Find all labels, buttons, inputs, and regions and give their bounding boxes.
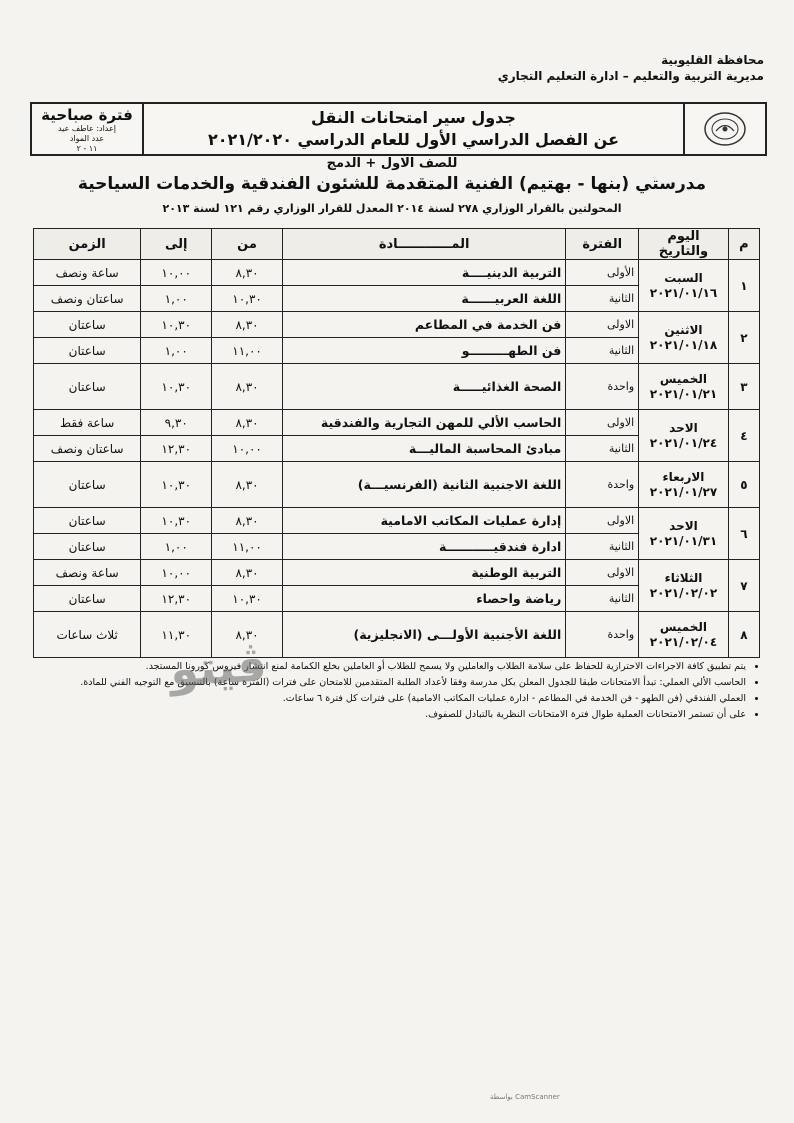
exam-schedule-table (33, 228, 760, 658)
to-cell: ١١,٣٠ (141, 612, 212, 658)
duration-cell: ساعة ونصف (34, 260, 141, 286)
period-cell: الاولى (566, 312, 639, 338)
row-number: ٣ (728, 364, 759, 410)
subject-cell: مبادئ المحاسبة الماليـــة (282, 436, 565, 462)
subject-cell: فن الطهـــــــــو (282, 338, 565, 364)
administration-header (444, 52, 764, 84)
title-line-2: عن الفصل الدراسي الأول للعام الدراسي ٢٠٢١/٢٠٢٠ (207, 130, 619, 149)
table-row (34, 312, 760, 338)
day-date-cell (639, 508, 729, 560)
subject-cell: التربية الوطنية (282, 560, 565, 586)
notes-section (30, 660, 760, 724)
header-subject: المــــــــــــادة (282, 229, 565, 260)
from-cell: ١٠,٠٠ (212, 436, 283, 462)
date-label: ٢٠٢١/٠١/١٨ (649, 337, 718, 352)
from-cell: ١٠,٣٠ (212, 586, 283, 612)
exam-title (144, 104, 683, 154)
subject-cell: اللغة الأجنبية الأولـــى (الانجليزية) (282, 612, 565, 658)
table-row (34, 260, 760, 286)
ministry-seal-icon (702, 110, 748, 148)
to-cell: ٩,٣٠ (141, 410, 212, 436)
prepared-by: إعداد: عاطف عيد (57, 124, 116, 133)
note-item: • الحاسب الألي العملي: تبدأ الامتحانات طبقا للجدول المعلن بكل مدرسة وفقا لأعداد الطلبة المتقدمين للامتحان على فترات (الفترة ساعة) بالتنسيق مع التوجيه الفني للمادة. (30, 676, 746, 690)
duration-cell: ساعتان (34, 534, 141, 560)
day-label: الاثنين (664, 322, 703, 337)
period-cell: واحدة (566, 612, 639, 658)
date-label: ٢٠٢١/٠١/٣١ (649, 533, 718, 548)
day-label: الاحد (669, 518, 698, 533)
subjects-count-label: عدد المواد (69, 134, 105, 143)
duration-cell: ساعتان (34, 508, 141, 534)
day-label: الثلاثاء (664, 570, 703, 585)
table-row (34, 364, 760, 410)
day-date-cell (639, 612, 729, 658)
from-cell: ٨,٣٠ (212, 364, 283, 410)
duration-cell: ساعتان (34, 586, 141, 612)
to-cell: ١٠,٠٠ (141, 260, 212, 286)
to-cell: ١,٠٠ (141, 286, 212, 312)
subject-cell: الصحة الغذائيـــــة (282, 364, 565, 410)
to-cell: ١,٠٠ (141, 338, 212, 364)
duration-cell: ثلاث ساعات (34, 612, 141, 658)
duration-cell: ساعتان (34, 312, 141, 338)
governorate-label: محافظة القليوبية (661, 53, 764, 67)
to-cell: ١٢,٣٠ (141, 586, 212, 612)
to-cell: ١٠,٣٠ (141, 312, 212, 338)
duration-cell: ساعة فقط (34, 410, 141, 436)
subject-cell: إدارة عمليات المكاتب الامامية (282, 508, 565, 534)
duration-cell: ساعتان (34, 338, 141, 364)
day-label: الاربعاء (662, 469, 705, 484)
day-label: الاحد (669, 420, 698, 435)
row-number: ٦ (728, 508, 759, 560)
day-label: السبت (664, 270, 703, 285)
day-date-cell (639, 462, 729, 508)
scanner-footer: CamScanner بواسطة (490, 1093, 560, 1101)
row-number: ٥ (728, 462, 759, 508)
header-from: من (212, 229, 283, 260)
row-number: ٨ (728, 612, 759, 658)
subject-cell: ادارة فندقيـــــــــــة (282, 534, 565, 560)
note-item: • يتم تطبيق كافة الاجراءات الاحترازية للحفاظ على سلامة الطلاب والعاملين ولا يسمح للطلاب أو العاملين بخلع الكمامة لمنع انتشار فيروس كورونا المستجد. (30, 660, 746, 674)
period-cell: الثانية (566, 534, 639, 560)
subject-cell: التربية الدينيــــة (282, 260, 565, 286)
header-period: الفترة (566, 229, 639, 260)
to-cell: ١,٠٠ (141, 534, 212, 560)
day-date-cell (639, 560, 729, 612)
to-cell: ١٠,٣٠ (141, 462, 212, 508)
from-cell: ١١,٠٠ (212, 338, 283, 364)
table-row (34, 410, 760, 436)
from-cell: ٨,٣٠ (212, 462, 283, 508)
note-item: • العملي الفندقي (فن الطهو - فن الخدمة في المطاعم - ادارة عمليات المكاتب الامامية) على فترات كل فترة ٦ ساعات. (30, 692, 746, 706)
day-date-cell (639, 260, 729, 312)
row-number: ٢ (728, 312, 759, 364)
period-cell: الأولى (566, 260, 639, 286)
day-date-cell (639, 312, 729, 364)
subject-cell: فن الخدمة في المطاعم (282, 312, 565, 338)
period-cell: الثانية (566, 338, 639, 364)
day-label: الخميس (659, 619, 708, 634)
period-cell: واحدة (566, 364, 639, 410)
grade-label: للصف الاول + الدمج (326, 156, 458, 171)
from-cell: ٨,٣٠ (212, 260, 283, 286)
subject-cell: الحاسب الألي للمهن التجارية والفندقية (282, 410, 565, 436)
from-cell: ٨,٣٠ (212, 560, 283, 586)
date-label: ٢٠٢١/٠١/٢٧ (649, 484, 718, 499)
period-cell: الثانية (566, 586, 639, 612)
duration-cell: ساعتان (34, 462, 141, 508)
from-cell: ٨,٣٠ (212, 612, 283, 658)
period-cell: الاولى (566, 410, 639, 436)
school-name: مدرستي (بنها - بهتيم) الفنية المتقدمة للشئون الفندقية والخدمات السياحية (77, 174, 707, 194)
duration-cell: ساعة ونصف (34, 560, 141, 586)
title-line-1: جدول سير امتحانات النقل (311, 108, 516, 127)
day-date-cell (639, 410, 729, 462)
subject-cell: اللغة العربيــــــة (282, 286, 565, 312)
from-cell: ٨,٣٠ (212, 410, 283, 436)
period-label: فترة صباحية (41, 106, 133, 124)
period-cell: الثانية (566, 286, 639, 312)
note-item: • على أن تستمر الامتحانات العملية طوال فترة الامتحانات النظرية بالتبادل للصفوف. (30, 708, 746, 722)
header-num: م (728, 229, 759, 260)
duration-cell: ساعتان ونصف (34, 286, 141, 312)
to-cell: ١٠,٣٠ (141, 508, 212, 534)
period-cell: واحدة (566, 462, 639, 508)
seal-cell (683, 104, 765, 154)
to-cell: ١٢,٣٠ (141, 436, 212, 462)
from-cell: ٨,٣٠ (212, 312, 283, 338)
day-date-cell (639, 364, 729, 410)
day-label: الخميس (659, 371, 708, 386)
duration-cell: ساعتان ونصف (34, 436, 141, 462)
period-cell: الاولى (566, 508, 639, 534)
title-box (30, 102, 767, 156)
table-row (34, 560, 760, 586)
period-cell (32, 104, 144, 154)
table-header-row (34, 229, 760, 260)
date-label: ٢٠٢١/٠١/١٦ (649, 285, 718, 300)
subjects-count-value: ١١ - ٢ (76, 144, 98, 153)
header-day: اليوم والتاريخ (639, 229, 729, 260)
table-row (34, 508, 760, 534)
row-number: ١ (728, 260, 759, 312)
table-row (34, 462, 760, 508)
from-cell: ١٠,٣٠ (212, 286, 283, 312)
to-cell: ١٠,٠٠ (141, 560, 212, 586)
decree-note: المحولتين بالقرار الوزاري ٢٧٨ لسنة ٢٠١٤ المعدل للقرار الوزاري رقم ١٢١ لسنة ٢٠١٣ (162, 202, 622, 215)
from-cell: ١١,٠٠ (212, 534, 283, 560)
header-duration: الزمن (34, 229, 141, 260)
row-number: ٤ (728, 410, 759, 462)
period-cell: الاولى (566, 560, 639, 586)
watermark-logo: ڤيتو (168, 637, 268, 697)
date-label: ٢٠٢١/٠١/٢٤ (649, 435, 718, 450)
subject-cell: رياضة واحصاء (282, 586, 565, 612)
to-cell: ١٠,٣٠ (141, 364, 212, 410)
subject-cell: اللغة الاجنبية الثانية (الفرنسيـــة) (282, 462, 565, 508)
header-to: إلى (141, 229, 212, 260)
period-cell: الثانية (566, 436, 639, 462)
table-row (34, 612, 760, 658)
date-label: ٢٠٢١/٠٢/٠٢ (649, 585, 718, 600)
date-label: ٢٠٢١/٠١/٢١ (649, 386, 718, 401)
row-number: ٧ (728, 560, 759, 612)
directorate-label: مديرية التربية والتعليم – ادارة التعليم التجاري (497, 69, 764, 83)
duration-cell: ساعتان (34, 364, 141, 410)
from-cell: ٨,٣٠ (212, 508, 283, 534)
date-label: ٢٠٢١/٠٢/٠٤ (649, 634, 718, 649)
